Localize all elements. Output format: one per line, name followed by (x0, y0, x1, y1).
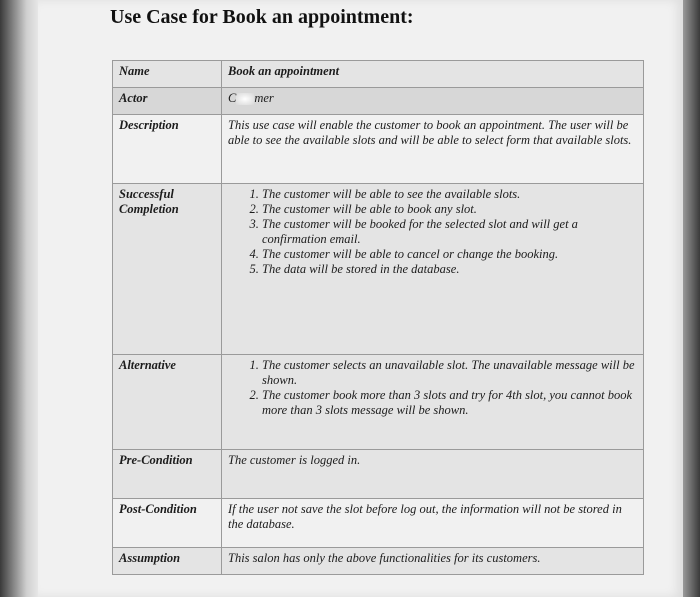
table-row-actor (113, 88, 644, 115)
label-name: Name (113, 61, 222, 88)
list-item: 3. The customer will be booked for the selected slot and will get a confirmation email. (262, 217, 637, 247)
label-actor: Actor (113, 88, 222, 115)
list-item: 1. The customer will be able to see the available slots. (262, 187, 637, 202)
table-row-pre-condition (113, 450, 644, 499)
label-alternative: Alternative (113, 355, 222, 450)
list-item: 1. The customer selects an unavailable slot. The unavailable message will be shown. (262, 358, 637, 388)
value-pre-condition: The customer is logged in. (222, 450, 644, 499)
photo-right-edge (683, 0, 700, 597)
table-row-successful-completion (113, 184, 644, 355)
label-pre-condition: Pre-Condition (113, 450, 222, 499)
actor-text-start: C (228, 91, 237, 105)
list-item: 2. The customer will be able to book any slot. (262, 202, 637, 217)
actor-text-end: mer (254, 91, 274, 105)
label-description: Description (113, 115, 222, 184)
label-successful-completion: Successful Completion (113, 184, 222, 355)
photo-left-edge (0, 0, 38, 597)
value-alternative (222, 355, 644, 450)
value-post-condition: If the user not save the slot before log out, the information will not be stored in the database. (222, 499, 644, 548)
value-name: Book an appointment (222, 61, 644, 88)
document-title: Use Case for Book an appointment: (110, 6, 414, 28)
label-assumption: Assumption (113, 548, 222, 575)
label-post-condition: Post-Condition (113, 499, 222, 548)
table-row-alternative (113, 355, 644, 450)
value-actor (222, 88, 644, 115)
table-row-post-condition (113, 499, 644, 548)
list-item: 2. The customer book more than 3 slots and try for 4th slot, you cannot book more than 3 slots message will be shown. (262, 388, 637, 418)
glare-spot (236, 93, 254, 105)
alternative-list (228, 358, 637, 418)
list-item: 5. The data will be stored in the database. (262, 262, 637, 277)
value-successful-completion (222, 184, 644, 355)
successful-completion-list (228, 187, 637, 277)
use-case-table (112, 60, 644, 575)
value-description: This use case will enable the customer to book an appointment. The user will be able to see the available slots and will be able to select form that available slots. (222, 115, 644, 184)
table-row-assumption (113, 548, 644, 575)
value-assumption: This salon has only the above functionalities for its customers. (222, 548, 644, 575)
table-row-description (113, 115, 644, 184)
table-row-name (113, 61, 644, 88)
list-item: 4. The customer will be able to cancel or change the booking. (262, 247, 637, 262)
